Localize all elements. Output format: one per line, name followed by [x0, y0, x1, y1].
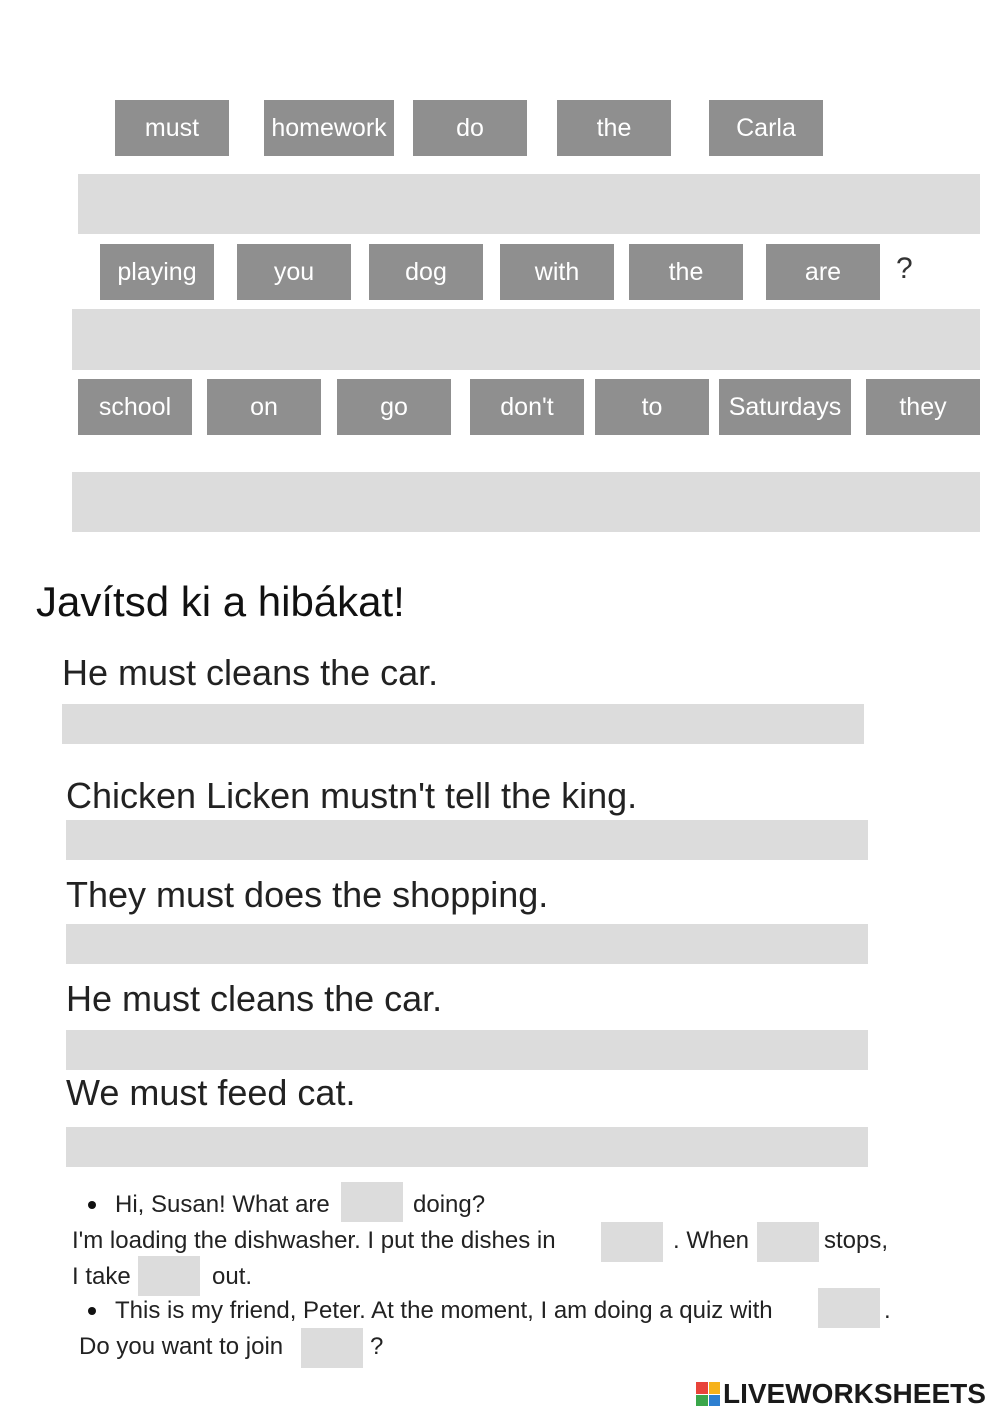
question-mark: ? — [896, 252, 913, 285]
word-tile[interactable]: homework — [264, 100, 394, 156]
dialogue-text: I take — [72, 1263, 131, 1290]
incorrect-sentence: He must cleans the car. — [66, 978, 443, 1019]
logo-square — [696, 1395, 708, 1407]
word-tile[interactable]: the — [629, 244, 743, 300]
correction-input[interactable] — [66, 1127, 868, 1167]
logo-square — [709, 1382, 721, 1394]
blank-input[interactable] — [757, 1222, 819, 1262]
liveworksheets-logo — [696, 1378, 986, 1410]
dialogue-text: I'm loading the dishwasher. I put the dishes in — [72, 1227, 556, 1254]
incorrect-sentence: Chicken Licken mustn't tell the king. — [66, 775, 638, 816]
dialogue-text: Hi, Susan! What are — [115, 1191, 330, 1218]
word-tile[interactable]: school — [78, 379, 192, 435]
bullet — [88, 1201, 96, 1209]
word-tile[interactable]: don't — [470, 379, 584, 435]
blank-input[interactable] — [341, 1182, 403, 1222]
exercise-heading: Javítsd ki a hibákat! — [36, 578, 405, 625]
dialogue-text: Do you want to join — [79, 1333, 284, 1360]
word-tile[interactable]: playing — [100, 244, 214, 300]
word-tile[interactable]: do — [413, 100, 527, 156]
dialogue-text: . When — [673, 1227, 750, 1254]
word-tile[interactable]: they — [866, 379, 980, 435]
answer-drop-zone[interactable] — [78, 174, 980, 234]
dialogue-text: out. — [212, 1263, 253, 1290]
correction-input[interactable] — [66, 924, 868, 964]
dialogue-text: ? — [370, 1333, 384, 1360]
dialogue-text: doing? — [413, 1191, 486, 1218]
incorrect-sentence: They must does the shopping. — [66, 874, 549, 915]
word-tile[interactable]: with — [500, 244, 614, 300]
incorrect-sentence: He must cleans the car. — [62, 652, 439, 693]
word-tile[interactable]: to — [595, 379, 709, 435]
blank-input[interactable] — [301, 1328, 363, 1368]
correction-input[interactable] — [66, 1030, 868, 1070]
word-tile[interactable]: go — [337, 379, 451, 435]
answer-drop-zone[interactable] — [72, 472, 980, 532]
logo-square — [709, 1395, 721, 1407]
logo-text: LIVEWORKSHEETS — [723, 1378, 986, 1409]
word-tile[interactable]: are — [766, 244, 880, 300]
answer-drop-zone[interactable] — [72, 309, 980, 370]
logo-mark-icon — [696, 1382, 720, 1406]
bullet — [88, 1307, 96, 1315]
blank-input[interactable] — [601, 1222, 663, 1262]
blank-input[interactable] — [138, 1256, 200, 1296]
logo-square — [696, 1382, 708, 1394]
dialogue-text: This is my friend, Peter. At the moment, I am doing a quiz with — [115, 1297, 773, 1324]
word-tile[interactable]: dog — [369, 244, 483, 300]
correction-input[interactable] — [62, 704, 864, 744]
word-tile[interactable]: Saturdays — [719, 379, 851, 435]
word-tile[interactable]: must — [115, 100, 229, 156]
word-tile[interactable]: the — [557, 100, 671, 156]
incorrect-sentence: We must feed cat. — [66, 1072, 356, 1113]
word-tile[interactable]: you — [237, 244, 351, 300]
word-tile[interactable]: on — [207, 379, 321, 435]
dialogue-text: . — [884, 1297, 891, 1324]
dialogue-text: stops, — [824, 1227, 889, 1254]
correction-input[interactable] — [66, 820, 868, 860]
blank-input[interactable] — [818, 1288, 880, 1328]
word-tile[interactable]: Carla — [709, 100, 823, 156]
